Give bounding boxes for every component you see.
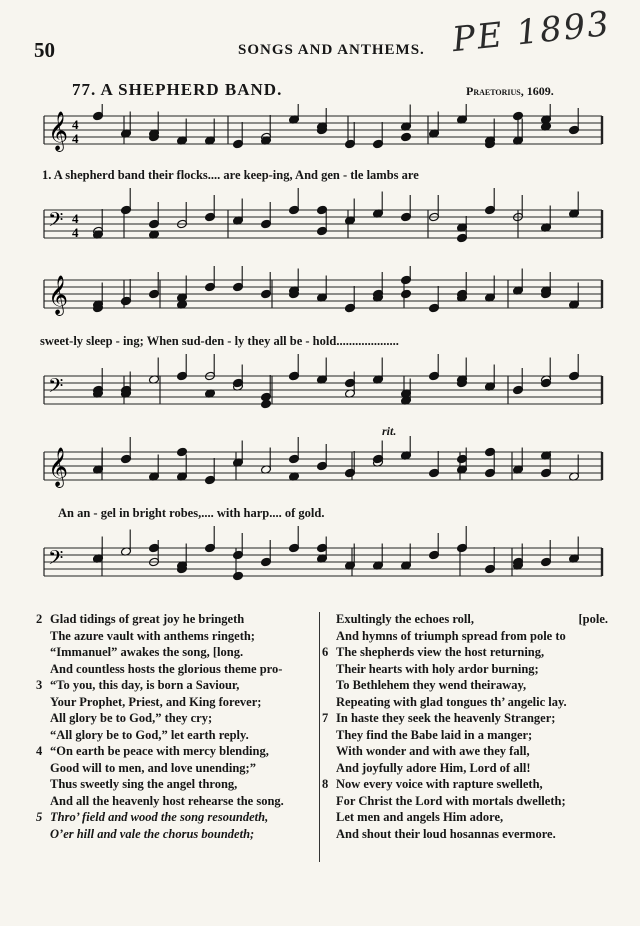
composer-year: 1609. (526, 84, 554, 98)
verse-text: “To you, this day, is born a Saviour, (50, 678, 240, 692)
verse-text: They find the Babe laid in a manger; (336, 727, 533, 742)
verse-line (322, 793, 612, 810)
composer-name: Praetorius, (466, 84, 524, 98)
time-signature-bottom: 4 (72, 131, 79, 146)
verse-text: And shout their loud hosannas evermore. (336, 826, 556, 841)
verse-line (322, 611, 612, 628)
verse-line (36, 710, 318, 727)
note-head (541, 378, 552, 388)
verse-text: The azure vault with anthems ringeth; (50, 628, 255, 643)
verse-text: To Bethlehem they wend theiraway, (336, 678, 527, 692)
column-divider (319, 612, 320, 862)
verse-line (36, 628, 318, 645)
music-system-2 (36, 266, 604, 416)
verse-text: Your Prophet, Priest, and King forever; (50, 694, 262, 709)
verse-text: All glory be to God,” they cry; (50, 711, 213, 725)
verse-overflow-tag: [pole. (578, 612, 608, 626)
music-system-1 (36, 104, 604, 254)
verse-line (322, 628, 612, 645)
verse-text: Now every voice with rapture swelleth, (336, 777, 543, 791)
verse-line (36, 793, 318, 810)
lyric-line-2: sweet-ly sleep - ing; When sud-den - ly they all be - hold.................... (40, 334, 399, 348)
lyric-line-3: An an - gel in bright robes,.... with harp.... of gold. (58, 506, 325, 520)
verse-text: “All glory be to God,” let earth reply. (50, 727, 249, 742)
note-head (261, 399, 272, 409)
composer-credit (466, 84, 554, 99)
treble-clef-icon: 𝄞 (48, 447, 69, 487)
verse-text: And countless hosts the glorious theme pro- (50, 661, 283, 676)
verse-line (36, 743, 318, 760)
verse-text: O’er hill and vale the chorus boundeth; (50, 826, 255, 841)
time-signature-top: 4 (72, 117, 79, 132)
verse-text: “On earth be peace with mercy blending, (50, 744, 269, 758)
verse-line (36, 694, 318, 711)
verse-text: “Immanuel” awakes the song, [long. (50, 645, 244, 659)
music-system-3 (36, 424, 604, 586)
verse-text: Their hearts with holy ardor burning; (336, 661, 539, 676)
verse-line (322, 776, 612, 793)
verse-line (322, 694, 612, 711)
verse-line (322, 661, 612, 678)
verse-number: 5 (36, 810, 43, 824)
verse-number: 3 (36, 678, 43, 692)
verse-line (36, 611, 318, 628)
verse-text: The shepherds view the host returning, (336, 645, 545, 659)
verse-text: Let men and angels Him adore, (336, 810, 504, 824)
page-number: 50 (34, 38, 55, 62)
verse-text: And joyfully adore Him, Lord of all! (336, 760, 531, 775)
verse-number: 7 (322, 711, 329, 725)
time-signature-bottom: 4 (72, 225, 79, 240)
verse-text: Exultingly the echoes roll, (336, 612, 474, 626)
verse-line (36, 727, 318, 744)
verses-right-column (322, 611, 612, 842)
verse-text: And hymns of triumph spread from pole to (336, 628, 566, 643)
verse-number: 8 (322, 777, 329, 791)
verse-number: 4 (36, 744, 43, 758)
bass-clef-icon: 𝄢 (48, 546, 64, 574)
verse-text: In haste they seek the heavenly Stranger; (336, 711, 556, 725)
verse-line (322, 809, 612, 826)
verse-text: With wonder and with awe they fall, (336, 744, 530, 758)
note-head (401, 132, 412, 142)
verse-line (322, 727, 612, 744)
verse-line (36, 826, 318, 843)
bass-clef-icon: 𝄢 (48, 374, 64, 402)
verse-number: 2 (36, 612, 43, 626)
verse-text: For Christ the Lord with mortals dwelleth; (336, 793, 566, 808)
verse-line (36, 776, 318, 793)
verse-text: Glad tidings of great joy he bringeth (50, 612, 245, 626)
bass-clef-icon: 𝄢 (48, 208, 64, 236)
time-signature-top: 4 (72, 211, 79, 226)
verse-line (36, 677, 318, 694)
running-head: SONGS AND ANTHEMS. (238, 42, 425, 58)
verse-line (36, 644, 318, 661)
verse-line (322, 677, 612, 694)
treble-clef-icon: 𝄞 (48, 111, 69, 151)
verse-line (36, 809, 318, 826)
verse-line (36, 760, 318, 777)
ritardando-mark: rit. (382, 424, 397, 438)
verse-line (322, 826, 612, 843)
note-head (233, 571, 244, 581)
verse-line (322, 710, 612, 727)
hymn-title: 77. A SHEPHERD BAND. (72, 80, 283, 99)
verse-text: And all the heavenly host rehearse the song. (50, 793, 284, 808)
verses-left-column (36, 611, 318, 842)
verse-number: 6 (322, 645, 329, 659)
handwritten-shelf-mark: PE 1893 (450, 3, 613, 61)
verse-line (36, 661, 318, 678)
verse-text: Good will to men, and love unending;” (50, 760, 256, 775)
verse-line (322, 743, 612, 760)
verse-line (322, 760, 612, 777)
verse-text: Repeating with glad tongues th’ angelic lay. (336, 694, 567, 709)
verse-text: Thro’ field and wood the song resoundeth, (50, 810, 269, 824)
note-head (401, 289, 412, 299)
lyric-line-1: 1. A shepherd band their flocks.... are keep-ing, And gen - tle lambs are (42, 168, 419, 182)
verse-line (322, 644, 612, 661)
verse-text: Thus sweetly sing the angel throng, (50, 777, 238, 791)
treble-clef-icon: 𝄞 (48, 275, 69, 315)
